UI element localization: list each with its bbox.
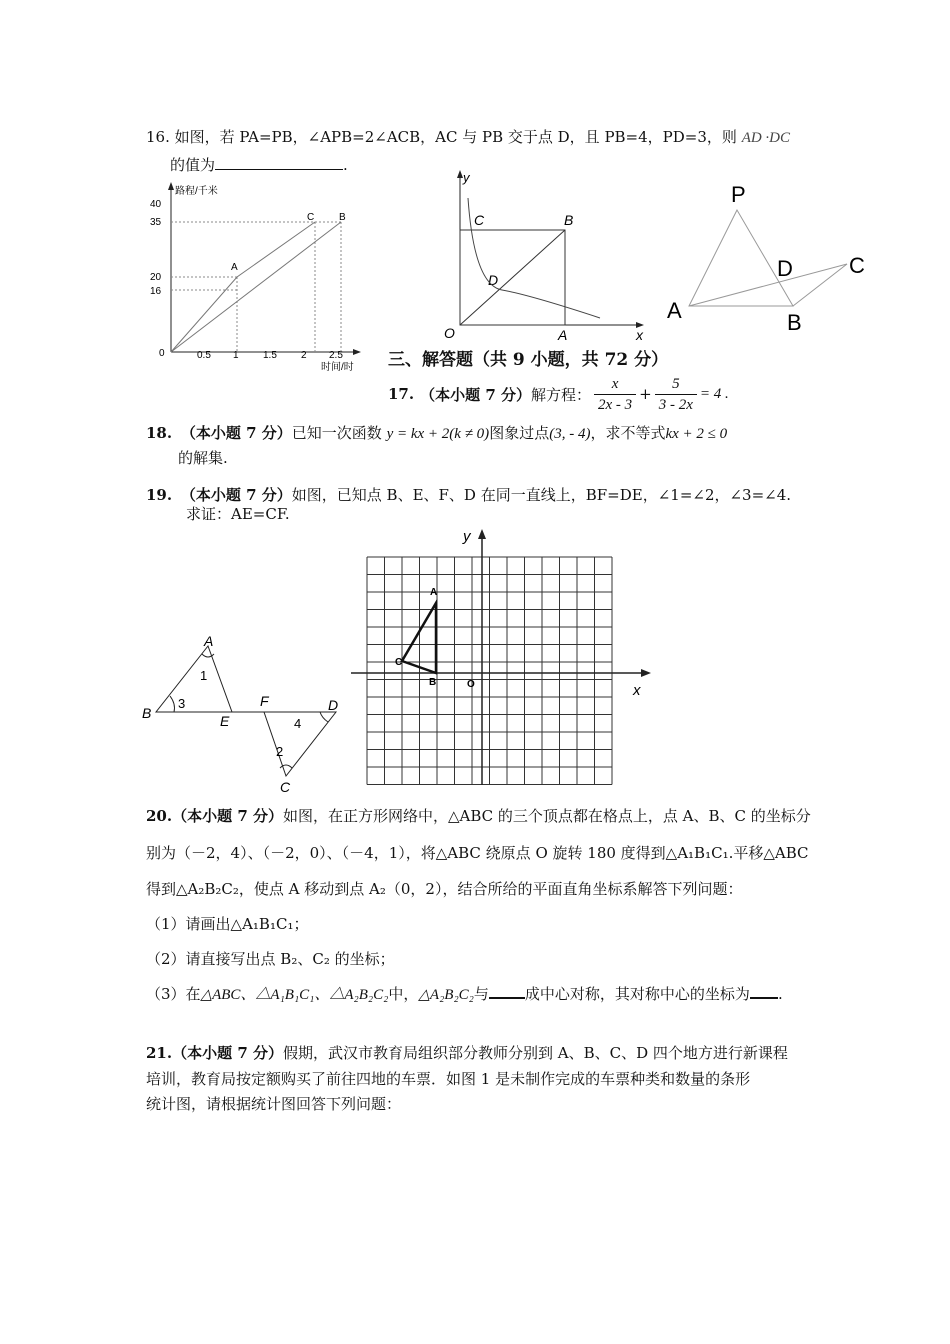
q17-fraction-2: [655, 374, 697, 415]
label-B: B: [787, 310, 802, 335]
label-angle-4: 4: [294, 716, 302, 731]
q19-num: 19.: [146, 486, 173, 504]
square-hyperbola-figure: [440, 170, 650, 345]
q18-line1: [146, 422, 727, 443]
label-A: A: [667, 298, 682, 323]
q17-fraction-1: [594, 374, 636, 415]
q18-text-a: 已知一次函数: [291, 424, 382, 442]
q18-point: (3, - 4): [549, 426, 591, 442]
grid-label-A: A: [430, 587, 438, 598]
xtick-0: 0: [159, 348, 165, 359]
label-x: x: [636, 327, 643, 343]
q17-f1-den: 2x - 3: [598, 396, 633, 413]
q19-line2: 求证：AE=CF.: [186, 505, 290, 523]
q21-text-l1: 假期，武汉市教育局组织部分教师分别到 A、B、C、D 四个地方进行新课程: [283, 1044, 788, 1062]
label-F: F: [260, 693, 269, 709]
two-triangles-figure: [140, 630, 350, 795]
q17-f2-num: 5: [655, 374, 697, 395]
triangle-PDC-figure: [665, 178, 875, 338]
label-angle-3: 3: [178, 696, 186, 711]
q19-text: 如图，已知点 B、E、F、D 在同一直线上，BF=DE，∠1=∠2，∠3=∠4.: [291, 486, 792, 504]
label-B: B: [564, 212, 574, 228]
label-D: D: [328, 697, 339, 713]
q20-pts: （本小题 7 分）: [172, 807, 283, 825]
distance-time-graph: [145, 180, 365, 375]
label-C: C: [280, 779, 291, 795]
q18-func: y = kx + 2(k ≠ 0): [386, 426, 490, 442]
q16-expr: AD ·DC: [741, 130, 791, 146]
q17-rhs: = 4 .: [699, 385, 729, 402]
q20-line1: [146, 805, 811, 826]
label-O: O: [444, 325, 455, 341]
q20-p3-b: 中，: [388, 985, 419, 1003]
label-D: D: [777, 256, 793, 281]
q18-num: 18.: [146, 424, 173, 442]
label-A: A: [558, 327, 568, 343]
q16-text: 16. 如图，若 PA=PB，∠APB=2∠ACB，AC 与 PB 交于点 D，且 PB=4，PD=3，则: [146, 128, 737, 146]
label-B: B: [142, 705, 152, 721]
q17-f2-den: 3 - 2x: [658, 396, 693, 413]
point-B: B: [339, 212, 346, 223]
coordinate-grid-figure: [345, 525, 655, 787]
q18-text-b: 图象过点: [489, 424, 550, 442]
q21-line2: 培训，教育局按定额购买了前往四地的车票．如图 1 是未制作完成的车票种类和数量的条形: [146, 1070, 751, 1088]
grid-lines: [367, 557, 612, 785]
xtick-0.5: 0.5: [197, 350, 211, 361]
q16-line2: [170, 154, 348, 175]
q17: [388, 372, 729, 416]
ytick-16: 16: [150, 286, 162, 297]
q19-pts: （本小题 7 分）: [180, 486, 292, 504]
y-axis-label: 路程/千米: [175, 186, 218, 197]
label-C: C: [474, 212, 485, 228]
label-y: y: [463, 170, 470, 185]
q17-text: 解方程：: [531, 385, 592, 404]
q20-line3: 得到△A₂B₂C₂，使点 A 移动到点 A₂（0，2），结合所给的平面直角坐标系解答下列问题：: [146, 880, 743, 898]
xtick-2.5: 2.5: [329, 350, 343, 361]
point-C: C: [307, 212, 315, 223]
label-angle-1: 1: [200, 668, 208, 683]
label-P: P: [731, 182, 746, 207]
xtick-1: 1: [233, 350, 239, 361]
q20-p3-triangles: △ABC、△A₁B₁C₁、△A₂B₂C₂: [200, 987, 389, 1003]
xtick-2: 2: [301, 350, 307, 361]
x-axis-label: 时间/时: [321, 362, 354, 373]
point-A: A: [231, 262, 238, 273]
section3-heading: 三、解答题（共 9 小题，共 72 分）: [388, 350, 669, 370]
q18-inequality: kx + 2 ≤ 0: [665, 426, 728, 442]
q18-text-c: ，求不等式: [590, 424, 666, 442]
q21-pts: （本小题 7 分）: [172, 1044, 283, 1062]
label-C: C: [849, 253, 865, 278]
label-A: A: [204, 633, 214, 649]
label-E: E: [220, 713, 230, 729]
q20-text-l1: 如图，在正方形网络中，△ABC 的三个顶点都在格点上，点 A、B、C 的坐标分: [283, 807, 811, 825]
q20-p3-e: .: [777, 985, 783, 1003]
q16-line2-text: 的值为: [170, 156, 216, 174]
q16-line1: [146, 126, 790, 147]
grid-label-B: B: [429, 677, 437, 688]
q19-line1: [146, 484, 791, 505]
line-OAC: [171, 222, 315, 352]
q16-tail: .: [343, 156, 348, 174]
q17-plus: +: [639, 385, 652, 403]
q20-p3-a: （3）在: [146, 985, 201, 1003]
q20-p3-triangle: △A₂B₂C₂: [418, 987, 474, 1003]
ytick-35: 35: [150, 217, 162, 228]
q18-line2: 的解集.: [178, 449, 228, 467]
q21-line1: [146, 1042, 788, 1063]
q20-part2: （2）请直接写出点 B₂、C₂ 的坐标；: [146, 950, 395, 968]
q17-num: 17.: [388, 385, 415, 403]
q17-f1-num: x: [594, 374, 636, 395]
q20-part1: （1）请画出△A₁B₁C₁；: [146, 915, 309, 933]
q20-line2: 别为（－2，4）、（－2，0）、（－4，1），将△ABC 绕原点 O 旋转 180 度得到△A₁B₁C₁.平移△ABC: [146, 844, 809, 862]
grid-label-O: O: [467, 679, 475, 690]
ytick-40: 40: [150, 199, 162, 210]
q20-num: 20.: [146, 807, 173, 825]
q20-blank-2[interactable]: [750, 983, 778, 999]
q20-part3: [146, 983, 783, 1004]
q20-p3-c: 与: [473, 985, 489, 1003]
q20-blank-1[interactable]: [489, 983, 525, 999]
ytick-20: 20: [150, 272, 162, 283]
q16-answer-blank[interactable]: [215, 155, 343, 170]
q20-p3-d: 成中心对称，其对称中心的坐标为: [524, 985, 750, 1003]
xtick-1.5: 1.5: [263, 350, 277, 361]
q17-pts: （本小题 7 分）: [420, 385, 531, 404]
grid-label-x: x: [633, 682, 641, 699]
q21-line3: 统计图，请根据统计图回答下列问题：: [146, 1095, 402, 1113]
q18-pts: （本小题 7 分）: [180, 424, 292, 442]
label-D: D: [488, 272, 499, 288]
grid-label-y: y: [463, 528, 471, 545]
grid-label-C: C: [395, 657, 403, 668]
label-angle-2: 2: [276, 744, 284, 759]
q21-num: 21.: [146, 1044, 173, 1062]
